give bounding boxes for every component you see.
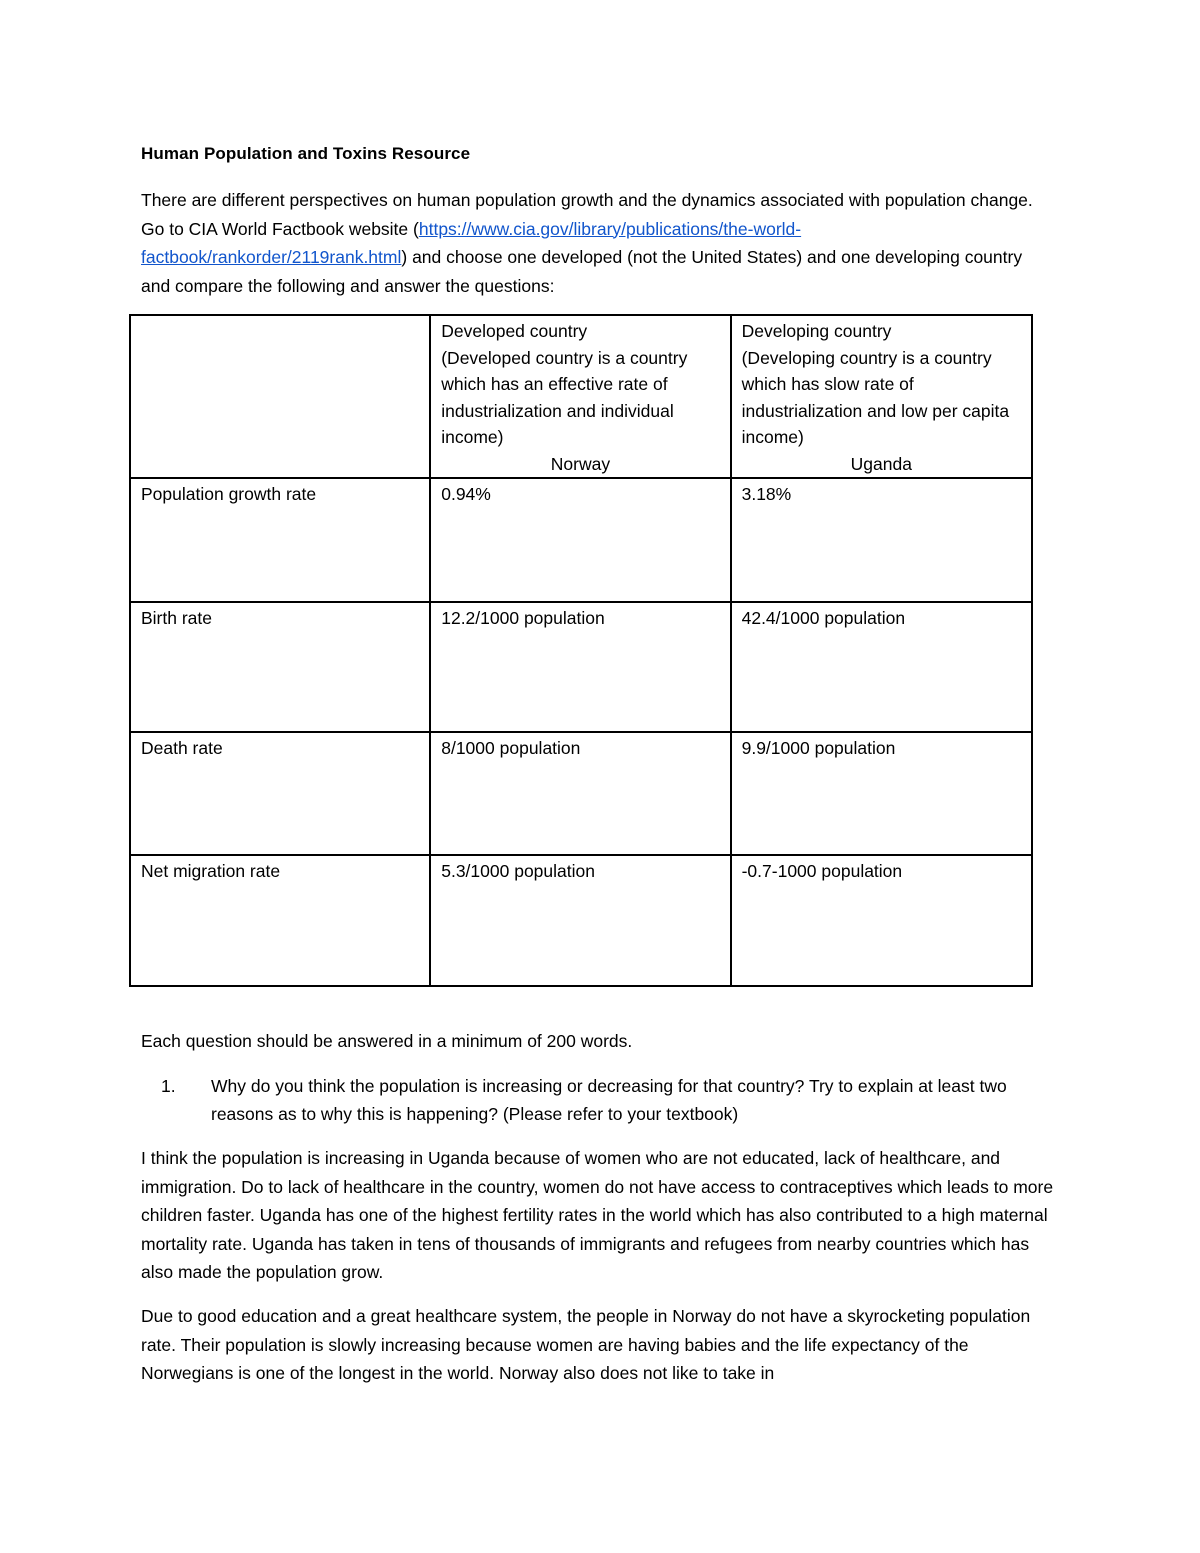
developing-value: 9.9/1000 population (731, 732, 1032, 855)
table-row (130, 732, 1032, 855)
row-label: Population growth rate (130, 478, 430, 602)
answer-paragraph-norway: Due to good education and a great healthcare system, the people in Norway do not have a skyrocketing population rate. Their population is slowly increasing because women are having babies and the life expectancy of the Norwegians is one of the longest in the world. Norway also does not like to take in (141, 1306, 1031, 1383)
developing-value: 3.18% (731, 478, 1032, 602)
intro-text-before-link: There are different perspectives on human population growth and the dynamics associated with population change. Go to CIA World Factbook website ( (141, 190, 1033, 239)
comparison-table (129, 314, 1033, 987)
header-developing-cell (731, 315, 1032, 478)
developed-value: 8/1000 population (430, 732, 730, 855)
developing-country-name: Uganda (850, 453, 912, 474)
header-developed-cell (430, 315, 730, 478)
developed-description: (Developed country is a country which has an effective rate of industrialization and individual income) (441, 347, 688, 447)
document-title: Human Population and Toxins Resource (141, 144, 471, 163)
developed-value: 5.3/1000 population (430, 855, 730, 986)
cia-factbook-link[interactable]: https://www.cia.gov/library/publications/the-world-factbook/rankorder/2119rank.html (141, 218, 802, 267)
intro-text-after-link: ) and choose one developed (not the United States) and one developing country and compare the following and answer the questions: (141, 247, 1023, 296)
developing-value: 42.4/1000 population (731, 602, 1032, 732)
developed-value: 0.94% (430, 478, 730, 602)
row-label: Death rate (130, 732, 430, 855)
question-list (141, 1072, 1051, 1128)
row-label: Net migration rate (130, 855, 430, 986)
question-number: 1. (161, 1076, 176, 1096)
answer-paragraph-uganda: I think the population is increasing in Uganda because of women who are not educated, lack of healthcare, and immigration. Do to lack of healthcare in the country, women do not have access to contraceptives which leads to more children faster. Uganda has one of the highest fertility rates in the world which has also contributed to a high maternal mortality rate. Uganda has taken in tens of thousands of immigrants and refugees from nearby countries which has also made the population grow. (141, 1148, 1054, 1282)
developed-title: Developed country (441, 321, 588, 341)
developing-description: (Developing country is a country which has slow rate of industrialization and low per capita income) (741, 347, 1010, 447)
intro-paragraph (141, 186, 1051, 300)
header-empty-cell (130, 315, 430, 478)
row-label: Birth rate (130, 602, 430, 732)
developed-country-name: Norway (550, 453, 611, 474)
developing-title: Developing country (741, 321, 892, 341)
developing-value: -0.7-1000 population (731, 855, 1032, 986)
table-row (130, 602, 1032, 732)
list-item (141, 1072, 1051, 1128)
table-header-row (130, 315, 1032, 478)
word-count-note: Each question should be answered in a minimum of 200 words. (141, 1031, 633, 1051)
table-row (130, 855, 1032, 986)
table-row (130, 478, 1032, 602)
developed-value: 12.2/1000 population (430, 602, 730, 732)
question-text: Why do you think the population is increasing or decreasing for that country? Try to explain at least two reasons as to why this is happening? (Please refer to your textbook) (211, 1076, 1007, 1124)
